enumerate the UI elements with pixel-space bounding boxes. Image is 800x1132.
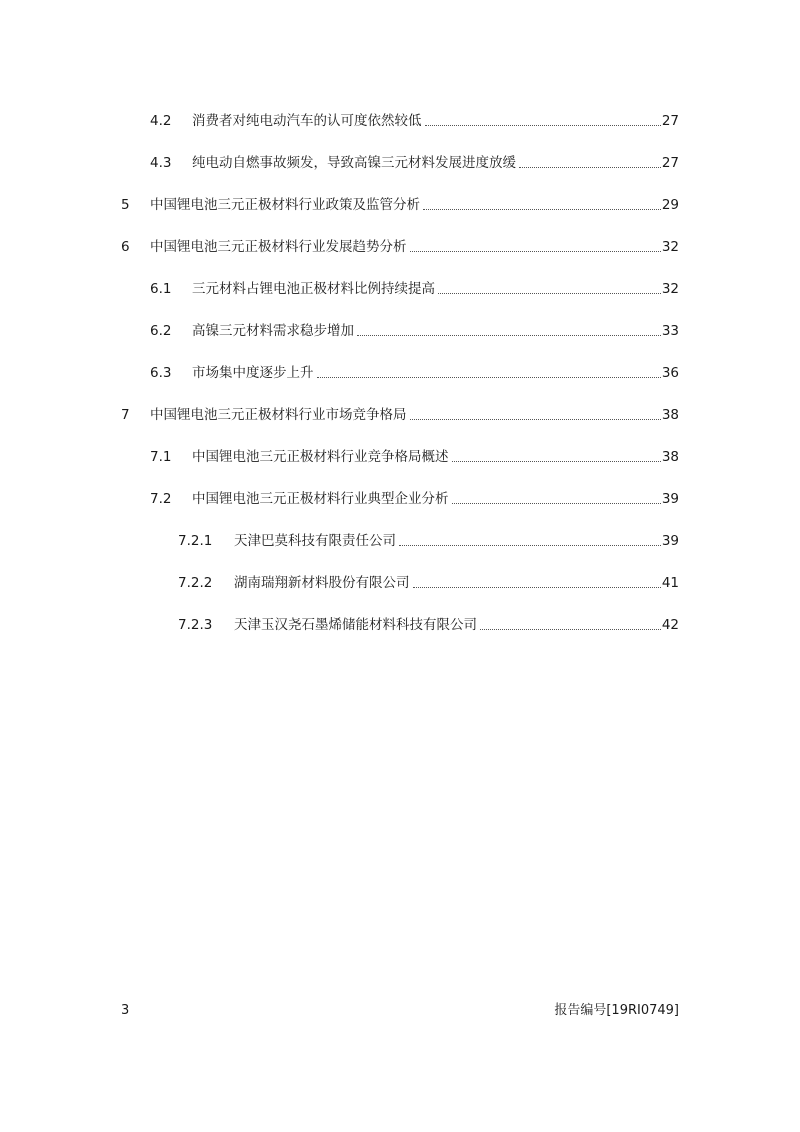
toc-entry-page: 27	[661, 155, 679, 171]
toc-entry-page: 39	[661, 491, 679, 507]
toc-entry-number: 7.2.2	[178, 575, 213, 591]
toc-entry-title: 天津玉汉尧石墨烯储能材料科技有限公司	[234, 617, 477, 633]
toc-entry-title: 中国锂电池三元正极材料行业政策及监管分析	[150, 197, 420, 213]
page-number: 3	[121, 1003, 130, 1018]
toc-entry-6[interactable]	[121, 234, 679, 256]
toc-entry-page: 29	[661, 197, 679, 213]
toc-entry-number: 4.2	[150, 113, 172, 129]
dot-leader	[480, 629, 661, 630]
toc-entry-number: 7	[121, 407, 130, 423]
toc-entry-number: 6	[121, 239, 130, 255]
dot-leader	[413, 587, 661, 588]
page-footer	[121, 1002, 679, 1020]
toc-entry-title: 湖南瑞翔新材料股份有限公司	[234, 575, 410, 591]
toc-entry-4-2[interactable]	[150, 108, 679, 130]
dot-leader	[425, 125, 661, 126]
toc-entry-7-2[interactable]	[150, 486, 679, 508]
toc-entry-title: 消费者对纯电动汽车的认可度依然较低	[192, 113, 422, 129]
dot-leader	[357, 335, 661, 336]
toc-entry-page: 33	[661, 323, 679, 339]
toc-entry-page: 32	[661, 239, 679, 255]
toc-entry-4-3[interactable]	[150, 150, 679, 172]
toc-entry-title: 中国锂电池三元正极材料行业竞争格局概述	[192, 449, 449, 465]
dot-leader	[438, 293, 661, 294]
dot-leader	[452, 461, 661, 462]
toc-entry-title: 高镍三元材料需求稳步增加	[192, 323, 354, 339]
toc-entry-number: 4.3	[150, 155, 172, 171]
dot-leader	[410, 419, 661, 420]
toc-entry-5[interactable]	[121, 192, 679, 214]
toc-entry-title: 天津巴莫科技有限责任公司	[234, 533, 396, 549]
toc-entry-title: 中国锂电池三元正极材料行业市场竞争格局	[150, 407, 407, 423]
toc-entry-6-2[interactable]	[150, 318, 679, 340]
dot-leader	[317, 377, 661, 378]
toc-entry-7[interactable]	[121, 402, 679, 424]
toc-entry-title: 市场集中度逐步上升	[192, 365, 314, 381]
toc-entry-title: 纯电动自燃事故频发，导致高镍三元材料发展进度放缓	[192, 155, 516, 171]
toc-entry-title: 三元材料占锂电池正极材料比例持续提高	[192, 281, 435, 297]
toc-entry-number: 5	[121, 197, 130, 213]
toc-entry-page: 36	[661, 365, 679, 381]
toc-entry-6-1[interactable]	[150, 276, 679, 298]
dot-leader	[519, 167, 661, 168]
toc-entry-number: 7.2	[150, 491, 172, 507]
toc-entry-number: 7.2.3	[178, 617, 213, 633]
toc-entry-page: 27	[661, 113, 679, 129]
toc-entry-number: 6.3	[150, 365, 172, 381]
toc-entry-7-2-2[interactable]	[178, 570, 679, 592]
toc-entry-page: 38	[661, 407, 679, 423]
toc-entry-7-1[interactable]	[150, 444, 679, 466]
toc-entry-number: 6.1	[150, 281, 172, 297]
dot-leader	[423, 209, 661, 210]
toc-entry-title: 中国锂电池三元正极材料行业发展趋势分析	[150, 239, 407, 255]
toc-entry-6-3[interactable]	[150, 360, 679, 382]
dot-leader	[410, 251, 661, 252]
dot-leader	[399, 545, 661, 546]
toc-entry-7-2-1[interactable]	[178, 528, 679, 550]
toc-entry-number: 7.1	[150, 449, 172, 465]
toc-entry-number: 6.2	[150, 323, 172, 339]
toc-entry-title: 中国锂电池三元正极材料行业典型企业分析	[192, 491, 449, 507]
toc-entry-page: 41	[661, 575, 679, 591]
toc-entry-7-2-3[interactable]	[178, 612, 679, 634]
toc-entry-number: 7.2.1	[178, 533, 213, 549]
toc-entry-page: 39	[661, 533, 679, 549]
toc-entry-page: 42	[661, 617, 679, 633]
report-id: 报告编号[19RI0749]	[554, 1003, 679, 1018]
toc-entry-page: 38	[661, 449, 679, 465]
dot-leader	[452, 503, 661, 504]
toc-entry-page: 32	[661, 281, 679, 297]
